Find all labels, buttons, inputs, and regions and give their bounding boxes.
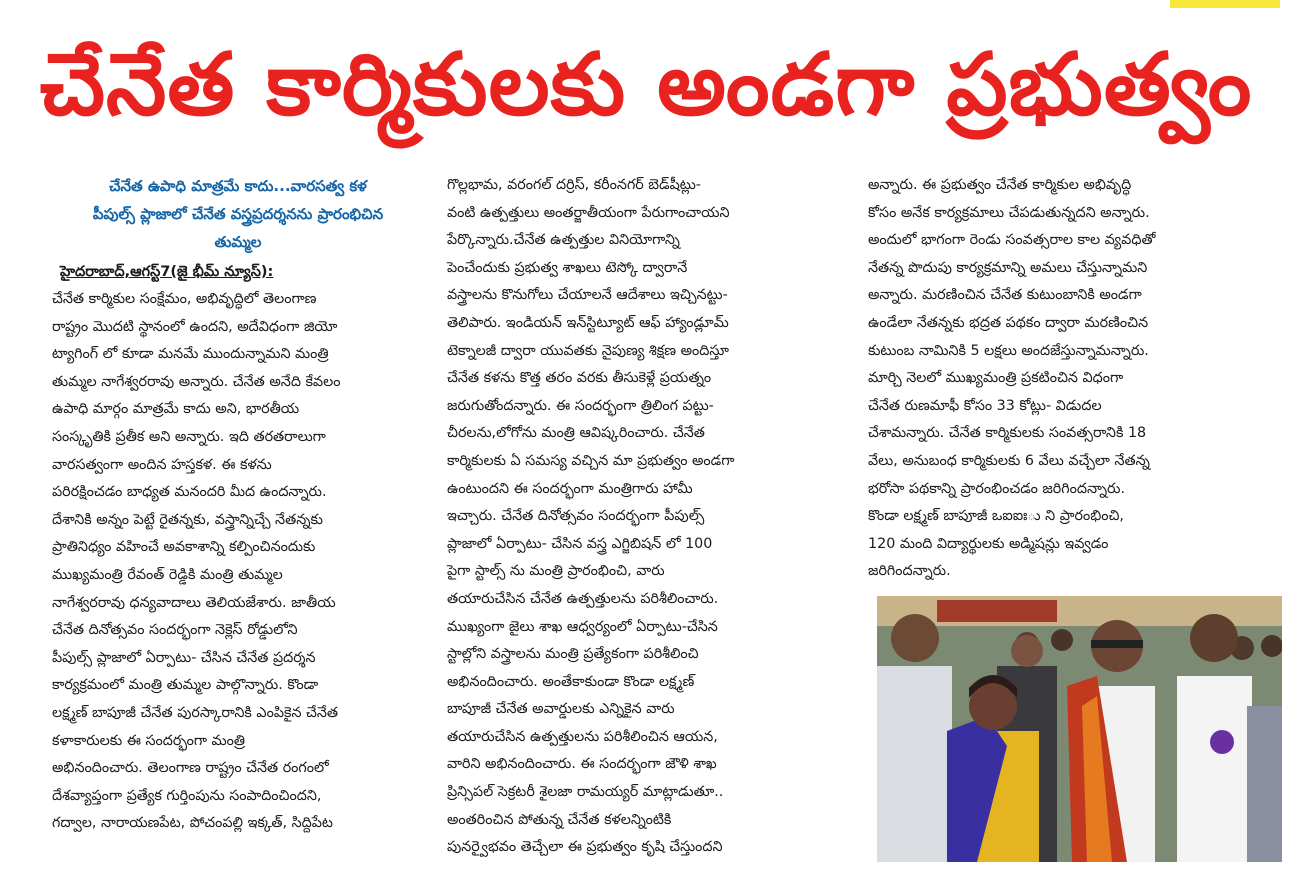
subheadline-line: తుమ్మల xyxy=(214,233,262,251)
column-middle xyxy=(447,172,845,862)
event-photo xyxy=(877,596,1282,862)
article-body-right: అన్నారు. ఈ ప్రభుత్వం చేనేత కార్మికుల అభివృద్ధి కోసం అనేక కార్యక్రమాలు చేపడుతున్నదని అన్నారు. అందులో భాగంగా రెండు సంవత్సరాల కాల వ్యవధితో నేతన్న పొదుపు కార్యక్రమాన్ని అమలు చేస్తున్నామని అన్నారు. మరణించిన చేనేత కుటుంబానికి అండగా ఉండేలా నేతన్నకు భద్రత పథకం ద్వారా మరణించిన కుటుంబ నామినికి 5 లక్షలు అందజేస్తున్నామన్నారు. మార్చి నెలలో ముఖ్యమంత్రి ప్రకటించిన విధంగా చేనేత రుణమాఫీ కోసం 33 కోట్లు- విడుదల చేశామన్నారు. చేనేత కార్మికులకు సంవత్సరానికి 18 వేలు, అనుబంధ కార్మికులకు 6 వేలు వచ్చేలా నేతన్న భరోసా పథకాన్ని ప్రారంభించడం జరిగిందన్నారు. కొండా లక్ష్మణ్ బాపూజీ ఒఐఐఃు ని ప్రారంభించి, 120 మంది విద్యార్థులకు అడ్మిషన్లు ఇవ్వడం జరిగిందన్నారు. xyxy=(868,177,1156,580)
subheadline xyxy=(52,172,424,256)
event-photo-illustration xyxy=(877,596,1282,862)
corner-tag xyxy=(1170,0,1280,8)
subheadline-line: పీపుల్స్ ప్లాజాలో చేనేత వస్త్రప్రదర్శనను ప్రారంభిచిన xyxy=(92,205,384,223)
headline: చేనేత కార్మికులకు అండగా ప్రభుత్వం xyxy=(39,35,1253,135)
dateline: హైదరాబాద్,ఆగస్ట్7(జై భీమ్ న్యూస్): xyxy=(60,264,274,280)
column-left xyxy=(52,172,424,838)
subheadline-line: చేనేత ఉపాధి మాత్రమే కాదు...వారసత్వ కళ xyxy=(109,177,367,195)
column-right xyxy=(868,172,1283,586)
article-body-middle: గొల్లభామ, వరంగల్ దర్రిస్, కరీంనగర్ బెడ్‌షీట్లు- వంటి ఉత్పత్తులు అంతర్జాతీయంగా పేరుగాంచాయని పేర్కొన్నారు.చేనేత ఉత్పత్తుల వినియోగాన్ని పెంచేందుకు ప్రభుత్వ శాఖలు టెస్కో ద్వారానే వస్త్రాలను కొనుగోలు చేయాలనే ఆదేశాలు ఇచ్చినట్టు- తెలిపారు. ఇండియన్ ఇన్‌స్టిట్యూట్ ఆఫ్ హ్యాండ్లూమ్ టెక్నాలజీ ద్వారా యువతకు నైపుణ్య శిక్షణ అందిస్తూ చేనేత కళను కొత్త తరం వరకు తీసుకెళ్లే ప్రయత్నం జరుగుతోందన్నారు. ఈ సందర్భంగా త్రిలింగ పట్టు- చీరలను,లోగోను మంత్రి ఆవిష్కరించారు. చేనేత కార్మికులకు ఏ సమస్య వచ్చిన మా ప్రభుత్వం అండగా ఉంటుందని ఈ సందర్భంగా మంత్రిగారు హామీ ఇచ్చారు. చేనేత దినోత్సవం సందర్భంగా పీపుల్స్ ప్లాజాలో ఏర్పాటు- చేసిన వస్త్ర ఎగ్జిబిషన్ లో 100 పైగా స్టాల్స్ ను మంత్రి ప్రారంభించి, వారు తయారుచేసిన చేనేత ఉత్పత్తులను పరిశీలించారు. ముఖ్యంగా జైలు శాఖ ఆధ్వర్యంలో ఏర్పాటు-చేసిన స్టాల్లోని వస్త్రాలను మంత్రి ప్రత్యేకంగా పరిశీలించి అభినందించారు. అంతేకాకుండా కొండా లక్ష్మణ్ బాపూజీ చేనేత అవార్డులకు ఎన్నికైన వారు తయారుచేసిన ఉత్పత్తులను పరిశీలించిన ఆయన, వారిని అభినందించారు. ఈ సందర్భంగా జౌళి శాఖ ప్రిన్సిపల్ సెక్రటరీ శైలజా రామయ్యర్ మాట్లాడుతూ.. అంతరించిన పోతున్న చేనేత కళలన్నింటికి పునర్వైభవం తెచ్చేలా ఈ ప్రభుత్వం కృషి చేస్తుందని xyxy=(447,177,735,856)
article-body-left: చేనేత కార్మికుల సంక్షేమం, అభివృద్ధిలో తెలంగాణ రాష్ట్రం మొదటి స్థానంలో ఉందని, అదేవిధంగా జియో ట్యాగింగ్ లో కూడా మనమే ముందున్నామని మంత్రి తుమ్మల నాగేశ్వరరావు అన్నారు. చేనేత అనేది కేవలం ఉపాధి మార్గం మాత్రమే కాదు అని, భారతీయ సంస్కృతికి ప్రతీక అని అన్నారు. ఇది తరతరాలుగా వారసత్వంగా అందిన హస్తకళ. ఈ కళను పరిరక్షించడం బాధ్యత మనందరి మీద ఉందన్నారు. దేశానికి అన్నం పెట్టే రైతన్నకు, వస్త్రాన్నిచ్చే నేతన్నకు ప్రాతినిధ్యం వహించే అవకాశాన్ని కల్పించినందుకు ముఖ్యమంత్రి రేవంత్ రెడ్డికి మంత్రి తుమ్మల నాగేశ్వరరావు ధన్యవాదాలు తెలియజేశారు. జాతీయ చేనేత దినోత్సవం సందర్భంగా నెక్లెస్ రోడ్డులోని పీపుల్స్ ప్లాజాలో ఏర్పాటు- చేసిన చేనేత ప్రదర్శన కార్యక్రమంలో మంత్రి తుమ్మల పాల్గొన్నారు. కొండా లక్ష్మణ్ బాపూజీ చేనేత పురస్కారానికి ఎంపికైన చేనేత కళాకారులకు ఈ సందర్భంగా మంత్రి అభినందించారు. తెలంగాణ రాష్ట్రం చేనేత రంగంలో దేశవ్యాప్తంగా ప్రత్యేక గుర్తింపును సంపాదించిందని, గద్వాల, నారాయణపేట, పోచంపల్లి ఇక్కత్, సిద్దిపేట xyxy=(52,291,341,832)
